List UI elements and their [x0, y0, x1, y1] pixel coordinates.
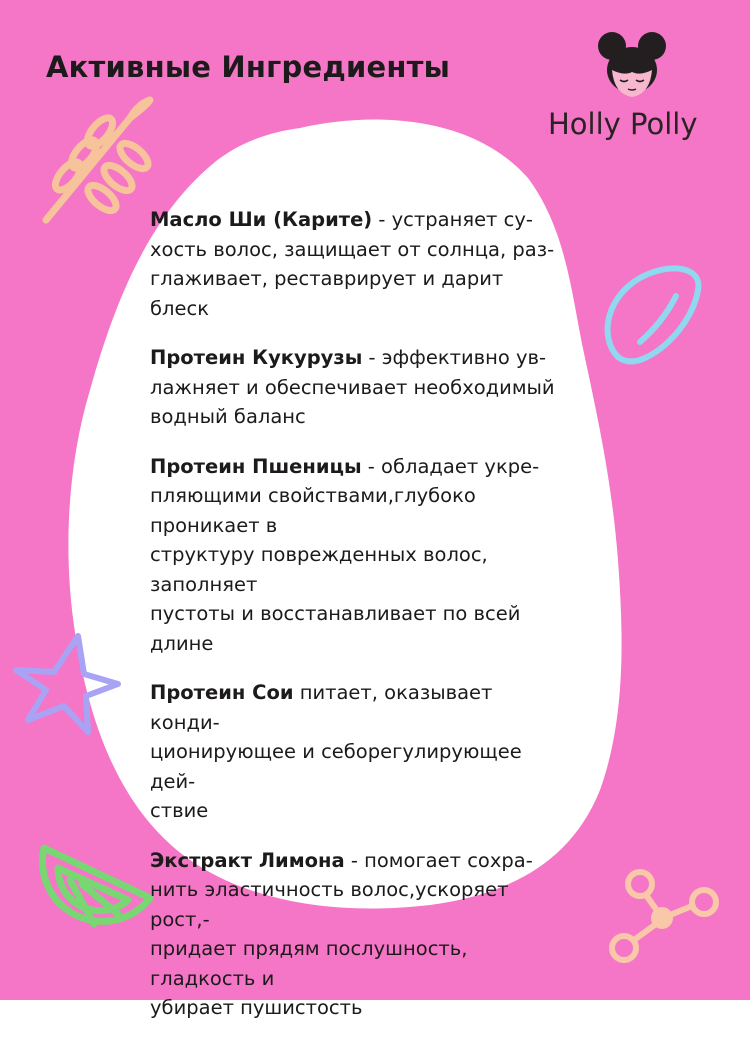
ingredient-list — [150, 205, 565, 1043]
ingredient-text: - помогает сохра- — [344, 848, 533, 872]
ingredient-text: структуру поврежденных волос, заполняет — [150, 543, 488, 596]
ingredient-item — [150, 846, 565, 1023]
ingredient-text: глаживает, реставрирует и дарит блеск — [150, 267, 504, 320]
ingredient-text: придает прядям послушность, гладкость и — [150, 937, 468, 990]
brand-logo — [540, 30, 740, 160]
ingredient-name: Экстракт Лимона — [150, 848, 345, 872]
ingredient-name: Протеин Кукурузы — [150, 346, 363, 369]
molecule-icon — [604, 860, 724, 970]
ingredient-item — [150, 452, 565, 659]
ingredient-text: пустоты и восстанавливает по всей длине — [150, 602, 521, 655]
ingredient-text: питает, оказывает конди- — [150, 681, 493, 734]
ingredient-name: Масло Ши (Карите) — [150, 208, 373, 231]
ingredient-text: убирает пушистость — [150, 996, 363, 1019]
page-title: Активные Ингредиенты — [46, 50, 450, 84]
brand-name: Holly Polly — [548, 107, 698, 141]
ingredient-text: ствие — [150, 799, 209, 822]
girl-face-logo-icon — [540, 30, 740, 110]
ingredient-text: - обладает укре- — [361, 454, 540, 478]
ingredient-item — [150, 678, 565, 826]
ingredient-text: - эффективно ув- — [362, 346, 547, 369]
almond-icon — [598, 262, 708, 372]
ingredient-text: - устраняет су- — [372, 208, 533, 231]
ingredient-item — [150, 343, 565, 432]
ingredient-text: лажняет и обеспечивает необходимый — [150, 375, 555, 399]
ingredient-text: ционирующее и себорегулирующее дей- — [150, 740, 522, 793]
ingredient-text: водный баланс — [150, 405, 306, 428]
lemon-slice-icon — [30, 838, 160, 968]
ingredient-name: Протеин Сои — [150, 681, 294, 704]
ingredient-item — [150, 205, 565, 323]
ingredient-name: Протеин Пшеницы — [150, 454, 362, 478]
ingredient-text: нить эластичность волос,ускоряет рост,- — [150, 878, 509, 931]
wheat-icon — [38, 98, 158, 228]
ingredient-text: пляющими свойствами,глубоко проникает в — [150, 484, 476, 537]
star-icon — [8, 628, 123, 738]
ingredient-text: хость волос, защищает от солнца, раз- — [150, 237, 555, 261]
